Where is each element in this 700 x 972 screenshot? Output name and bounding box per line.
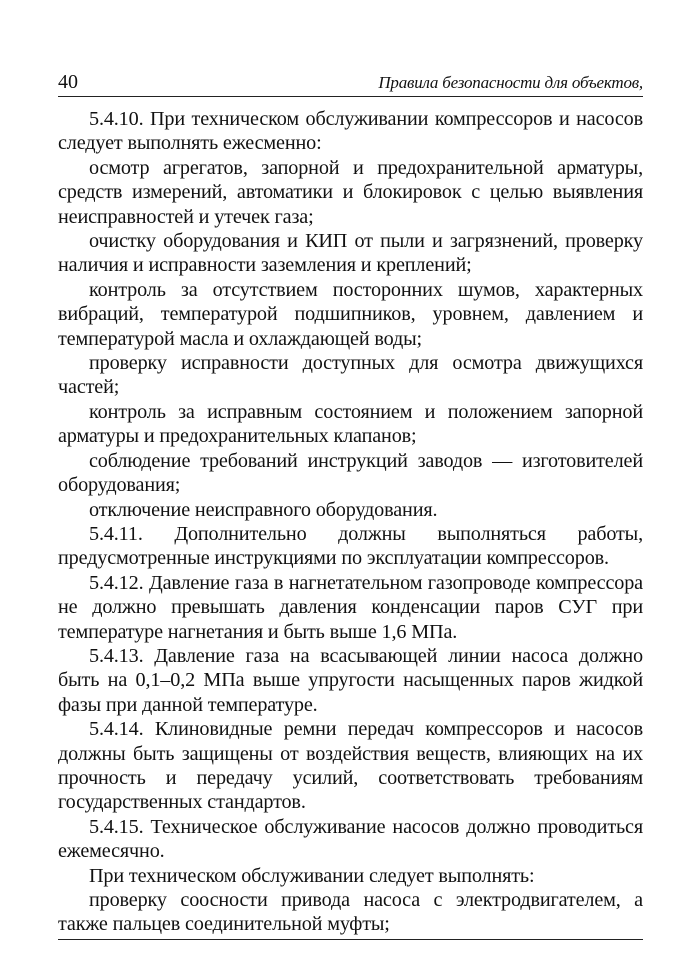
paragraph: очистку оборудования и КИП от пыли и загрязнений, проверку наличия и исправности заземления и креплений; xyxy=(58,230,643,277)
paragraph: контроль за отсутствием посторонних шумов, характерных вибраций, температурой подшипников, уровнем, давлением и температурой масла и охлаждающей воды; xyxy=(58,278,643,350)
paragraph: проверку исправности доступных для осмотра движущихся частей; xyxy=(58,352,643,399)
page-body xyxy=(58,107,643,937)
running-title: Правила безопасности для объектов, xyxy=(378,73,643,92)
paragraph: отключение неисправного оборудования. xyxy=(89,498,438,521)
footer-rule xyxy=(58,939,643,940)
paragraph: осмотр агрегатов, запорной и предохранительной арматуры, средств измерений, автоматики и блокировок с целью выявления неисправностей и утечек газа; xyxy=(58,156,643,228)
paragraph: соблюдение требований инструкций заводов — изготовителей оборудования; xyxy=(58,449,643,497)
paragraph: 5.4.12. Давление газа в нагнетательном газопроводе компрессора не должно превышать давления конденсации паров СУГ при температуре нагнетания и быть выше 1,6 МПа. xyxy=(58,571,643,643)
paragraph: контроль за исправным состоянием и положением запорной арматуры и предохранительных клапанов; xyxy=(58,400,643,448)
paragraph: 5.4.11. Дополнительно должны выполняться работы, предусмотренные инструкциями по эксплуатации компрессоров. xyxy=(58,522,643,570)
page-number: 40 xyxy=(58,71,78,93)
paragraph: проверку соосности привода насоса с электродвигателем, а также пальцев соединительной муфты; xyxy=(58,889,643,936)
paragraph: 5.4.10. При техническом обслуживании компрессоров и насосов следует выполнять ежесменно: xyxy=(58,108,643,155)
page-header xyxy=(58,66,643,97)
paragraph: 5.4.15. Техническое обслуживание насосов должно проводиться ежемесячно. xyxy=(58,815,643,863)
paragraph: При техническом обслуживании следует выполнять: xyxy=(89,864,535,887)
paragraph: 5.4.13. Давление газа на всасывающей линии насоса должно быть на 0,1–0,2 МПа выше упругости насыщенных паров жидкой фазы при данной температуре. xyxy=(58,644,643,716)
paragraph: 5.4.14. Клиновидные ремни передач компрессоров и насосов должны быть защищены от воздействия веществ, влияющих на их прочность и передачу усилий, соответствовать требованиям государственных стандартов. xyxy=(58,718,643,814)
